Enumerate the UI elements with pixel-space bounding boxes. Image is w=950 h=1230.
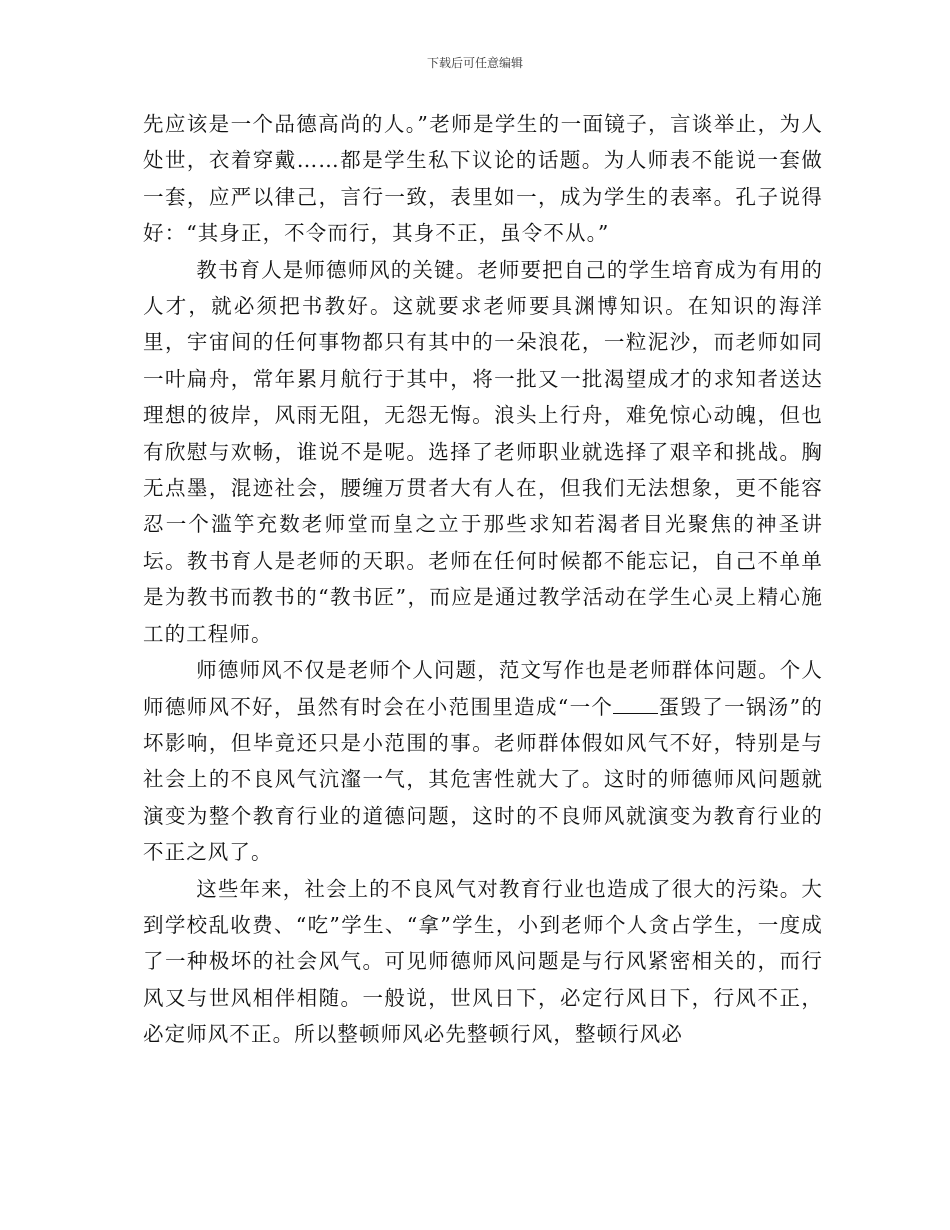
- fill-in-blank: [613, 694, 658, 713]
- document-body: [143, 106, 823, 1053]
- page-header: 下载后可任意编辑: [426, 56, 523, 70]
- paragraph-3: [143, 652, 823, 870]
- paragraph-4: 这些年来，社会上的不良风气对教育行业也造成了很大的污染。大到学校乱收费、“吃”学生、“拿”学生，小到老师个人贪占学生，一度成了一种极坏的社会风气。可见师德师风问题是与行风紧密相关的，而行风又与世风相伴相随。一般说，世风日下，必定行风日下，行风不正，必定师风不正。所以整顿师风必先整顿行风，整顿行风必: [143, 876, 823, 1047]
- paragraph-1: 先应该是一个品德高尚的人。”老师是学生的一面镜子，言谈举止，为人处世，衣着穿戴……都是学生私下议论的话题。为人师表不能说一套做一套，应严以律己，言行一致，表里如一，成为学生的表率。孔子说得好：“其身正，不令而行，其身不正，虽令不从。”: [143, 112, 823, 246]
- paragraph-3-part-1: 师德师风不仅是老师个人问题，范文写作也是老师群体问题。个人师德师风不好，虽然有时会在小范围里造成“一个: [143, 658, 823, 719]
- paragraph-2: 教书育人是师德师风的关键。老师要把自己的学生培育成为有用的人才，就必须把书教好。这就要求老师要具渊博知识。在知识的海洋里，宇宙间的任何事物都只有其中的一朵浪花，一粒泥沙，而老师如同一叶扁舟，常年累月航行于其中，将一批又一批渴望成才的求知者送达理想的彼岸，风雨无阻，无怨无悔。浪头上行舟，难免惊心动魄，但也有欣慰与欢畅，谁说不是呢。选择了老师职业就选择了艰辛和挑战。胸无点墨，混迹社会，腰缠万贯者大有人在，但我们无法想象，更不能容忍一个滥竽充数老师堂而皇之立于那些求知若渴者目光聚焦的神圣讲坛。教书育人是老师的天职。老师在任何时候都不能忘记，自己不单单是为教书而教书的“教书匠”，而应是通过教学活动在学生心灵上精心施工的工程师。: [143, 257, 823, 646]
- paragraph-3-part-2: 蛋毁了一锅汤”的坏影响，但毕竟还只是小范围的事。老师群体假如风气不好，特别是与社会上的不良风气沆瀣一气，其危害性就大了。这时的师德师风问题就演变为整个教育行业的道德问题，这时的不良师风就演变为教育行业的不正之风了。: [143, 694, 824, 865]
